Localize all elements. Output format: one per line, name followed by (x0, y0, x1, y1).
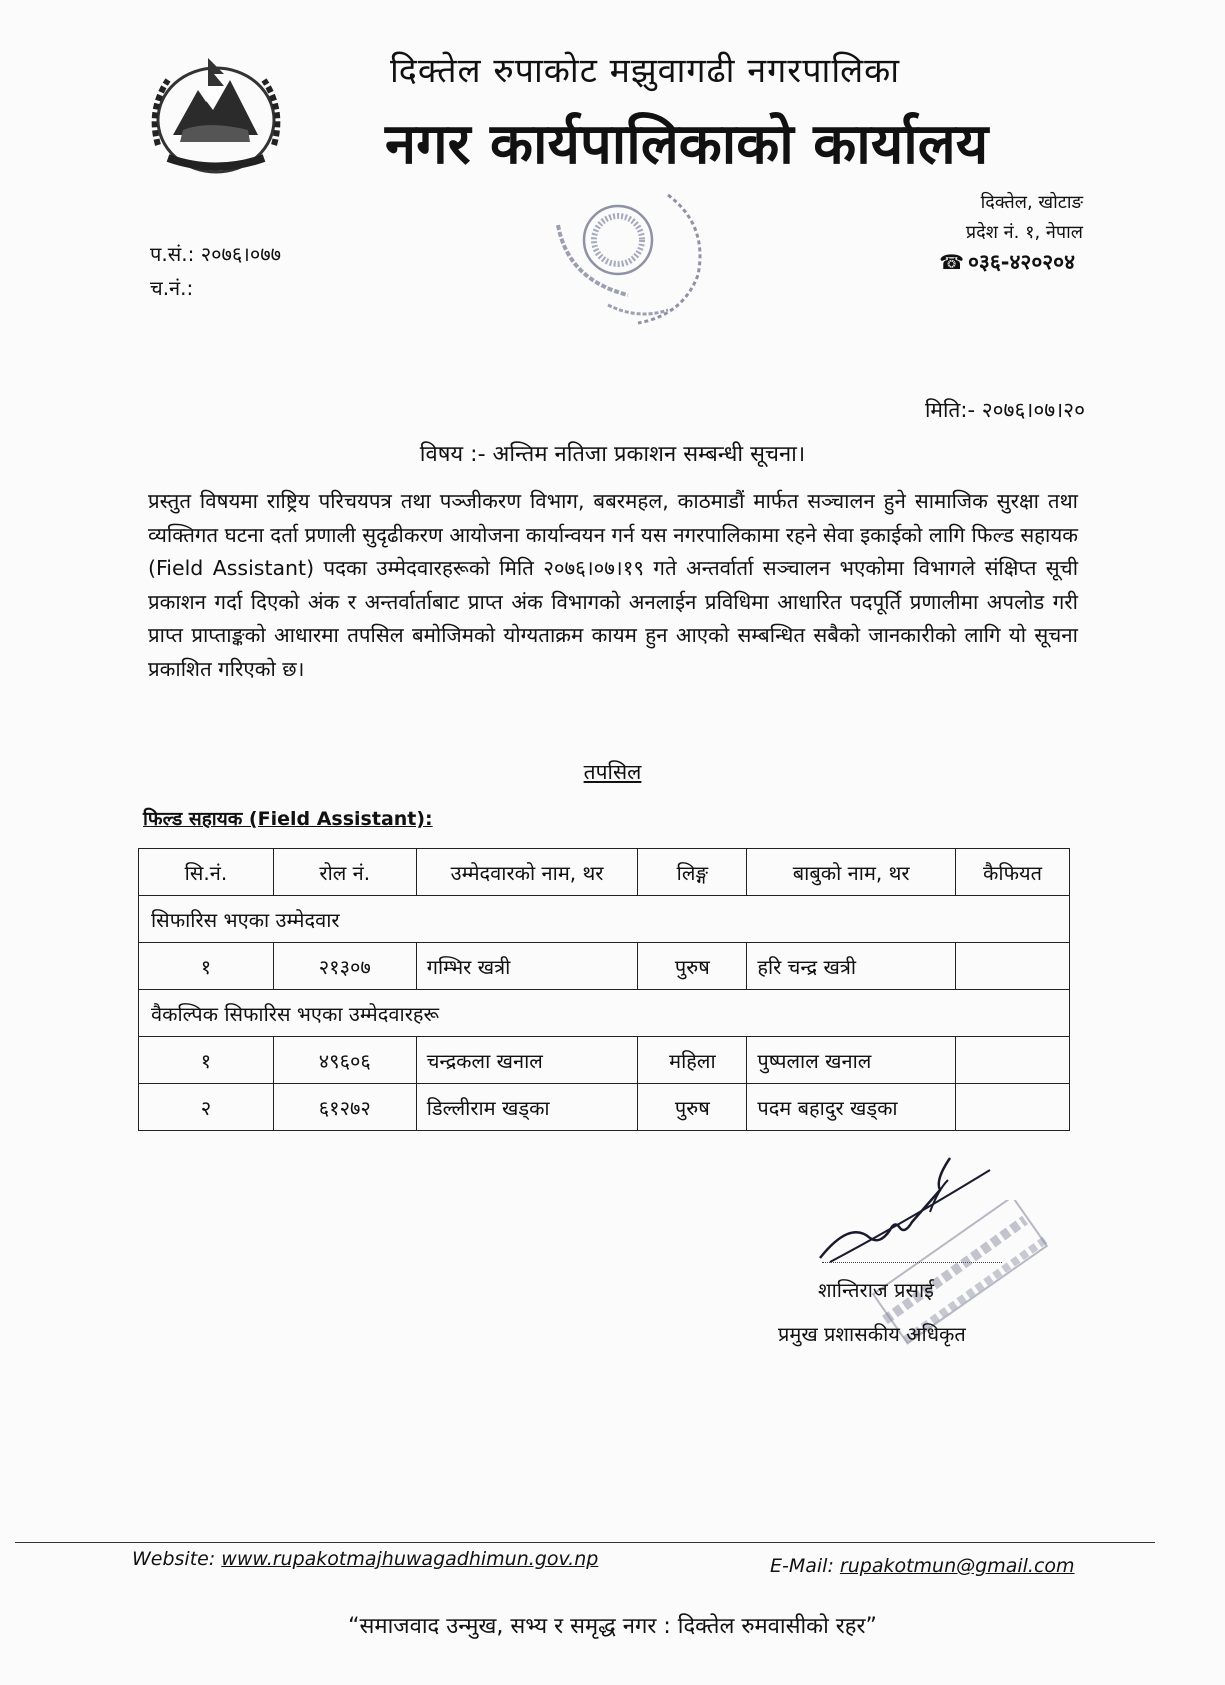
telephone-icon: ☎ (939, 250, 964, 274)
header-father-name: बाबुको नाम, थर (747, 849, 956, 896)
dispatch-number: च.नं.: (150, 276, 194, 300)
email-link[interactable]: rupakotmun@gmail.com (839, 1555, 1075, 1577)
header-candidate-name: उम्मेदवारको नाम, थर (416, 849, 638, 896)
website-link[interactable]: www.rupakotmajhuwagadhimun.gov.np (221, 1548, 599, 1570)
header-roll: रोल नं. (273, 849, 416, 896)
table-header-row (139, 849, 1070, 896)
address-line-2: प्रदेश नं. १, नेपाल (965, 222, 1083, 243)
annex-title (0, 758, 1225, 786)
cell-serial: १ (139, 943, 274, 990)
cell-gender: पुरुष (638, 1084, 747, 1131)
phone-number (939, 248, 1075, 276)
notice-subject: विषय :- अन्तिम नतिजा प्रकाशन सम्बन्धी सूचना। (419, 442, 806, 467)
cell-candidate-name: डिल्लीराम खड्का (416, 1084, 638, 1131)
cell-remarks (956, 943, 1070, 990)
cell-candidate-name: चन्द्रकला खनाल (416, 1037, 638, 1084)
post-heading: फिल्ड सहायक (Field Assistant): (143, 808, 433, 830)
notice-date: मिति:- २०७६।०७।२० (924, 398, 1085, 422)
group-title-alternate: वैकल्पिक सिफारिस भएका उम्मेदवारहरू (139, 990, 1070, 1037)
cell-roll: २१३०७ (273, 943, 416, 990)
header-serial: सि.नं. (139, 849, 274, 896)
header-gender: लिङ्ग (638, 849, 747, 896)
cell-serial: २ (139, 1084, 274, 1131)
header-remarks: कैफियत (956, 849, 1070, 896)
notice-body: प्रस्तुत विषयमा राष्ट्रिय परिचयपत्र तथा पञ्जीकरण विभाग, बबरमहल, काठमाडौं मार्फत सञ्चालन हुने सामाजिक सुरक्षा तथा व्यक्तिगत घटना दर्ता प्रणाली सुदृढीकरण आयोजना कार्यान्वयन गर्न यस नगरपालिकामा रहने सेवा इकाईको लागि फिल्ड सहायक (Field Assistant) पदका उम्मेदवारहरूको मिति २०७६।०७।१९ गते अन्तर्वार्ता सञ्चालन भएकोमा विभागले संक्षिप्त सूची प्रकाशन गर्दा दिएको अंक र अन्तर्वार्ताबाट प्राप्त अंक विभागको अनलाईन प्रविधिमा आधारित पदपूर्ति प्रणालीमा अपलोड गरी प्राप्त प्राप्ताङ्कको आधारमा तपसिल बमोजिमको योग्यताक्रम कायम हुन आएको सम्बन्धित सबैको जानकारीको लागि यो सूचना प्रकाशित गरिएको छ। (148, 489, 1079, 681)
cell-candidate-name: गम्भिर खत्री (416, 943, 638, 990)
cell-father-name: हरि चन्द्र खत्री (747, 943, 956, 990)
cell-father-name: पदम बहादुर खड्का (747, 1084, 956, 1131)
footer-slogan: “समाजवाद उन्मुख, सभ्य र समृद्ध नगर : दिक्तेल रुमवासीको रहर” (348, 1614, 877, 1639)
table-group-row (139, 990, 1070, 1037)
cell-roll: ६१२७२ (273, 1084, 416, 1131)
group-title-recommended: सिफारिस भएका उम्मेदवार (139, 896, 1070, 943)
table-row (139, 943, 1070, 990)
cell-remarks (956, 1037, 1070, 1084)
signatory-name: शान्तिराज प्रसाई (818, 1278, 934, 1302)
cell-gender: पुरुष (638, 943, 747, 990)
cell-gender: महिला (638, 1037, 747, 1084)
municipality-seal-stamp (548, 185, 718, 330)
office-name: नगर कार्यपालिकाको कार्यालय (385, 112, 989, 177)
results-table (138, 848, 1070, 1131)
table-row (139, 1084, 1070, 1131)
footer-divider (15, 1542, 1155, 1543)
footer-website (132, 1548, 598, 1570)
cell-roll: ४९६०६ (273, 1037, 416, 1084)
nepal-emblem-icon (138, 50, 293, 180)
footer-email (770, 1555, 1075, 1577)
reference-number: प.सं.: २०७६।०७७ (150, 242, 282, 266)
signatory-title: प्रमुख प्रशासकीय अधिकृत (778, 1322, 966, 1346)
phone-text: ०३६-४२०२०४ (968, 250, 1075, 274)
table-row (139, 1037, 1070, 1084)
annex-title-text: तपसिल (583, 760, 642, 784)
cell-remarks (956, 1084, 1070, 1131)
address-line-1: दिक्तेल, खोटाङ (980, 192, 1083, 213)
organization-name: दिक्तेल रुपाकोट मझुवागढी नगरपालिका (390, 51, 901, 91)
email-label: E-Mail: (770, 1555, 840, 1577)
website-label: Website: (132, 1548, 222, 1570)
cell-serial: १ (139, 1037, 274, 1084)
table-group-row (139, 896, 1070, 943)
cell-father-name: पुष्पलाल खनाल (747, 1037, 956, 1084)
